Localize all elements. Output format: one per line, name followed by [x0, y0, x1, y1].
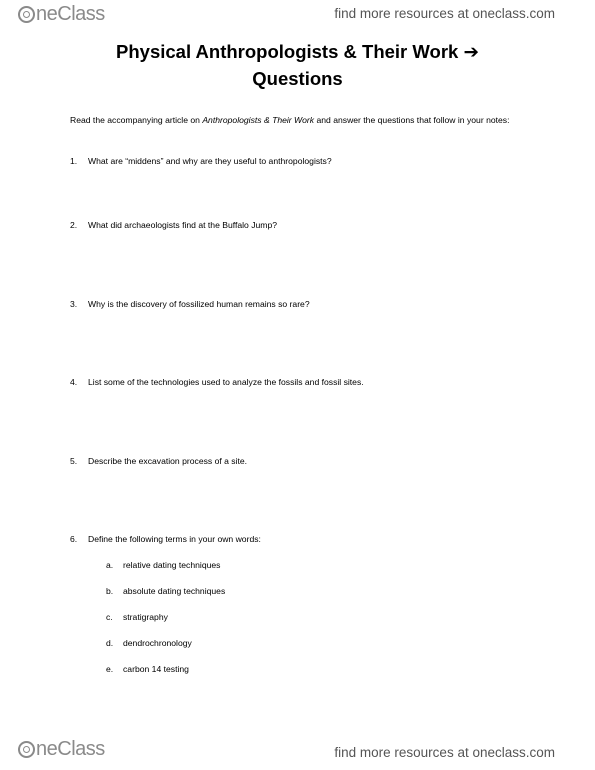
footer-logo[interactable]	[18, 739, 105, 759]
question-text: List some of the technologies used to analyze the fossils and fossil sites.	[88, 377, 364, 387]
question-text: Describe the excavation process of a site.	[88, 456, 248, 466]
term-d	[106, 637, 192, 649]
title-line-2: Questions	[252, 68, 343, 89]
term-text: carbon 14 testing	[123, 664, 189, 674]
question-text: What did archaeologists find at the Buffalo Jump?	[88, 220, 278, 230]
question-number: 4.	[70, 377, 78, 387]
header-logo[interactable]	[18, 4, 105, 24]
question-text: Define the following terms in your own words:	[88, 534, 261, 544]
question-5	[70, 455, 247, 467]
question-number: 3.	[70, 299, 78, 309]
instructions-after: and answer the questions that follow in your notes:	[314, 115, 510, 125]
question-number: 2.	[70, 220, 78, 230]
oneclass-logo-icon	[18, 6, 35, 23]
term-letter: d.	[106, 638, 114, 648]
question-text: What are “middens” and why are they useful to anthropologists?	[88, 156, 332, 166]
page-title	[0, 38, 595, 92]
term-text: dendrochronology	[123, 638, 192, 648]
title-line-1: Physical Anthropologists & Their Work	[116, 41, 459, 62]
term-a	[106, 559, 220, 571]
instructions-before: Read the accompanying article on	[70, 115, 203, 125]
question-6	[70, 533, 261, 545]
question-text: Why is the discovery of fossilized human remains so rare?	[88, 299, 310, 309]
term-e	[106, 663, 189, 675]
article-title: Anthropologists & Their Work	[202, 115, 315, 125]
term-letter: b.	[106, 586, 114, 596]
header-brand-text: neClass	[36, 3, 105, 25]
term-letter: a.	[106, 560, 114, 570]
question-number: 1.	[70, 156, 78, 166]
question-number: 6.	[70, 534, 78, 544]
question-4	[70, 376, 364, 388]
question-1	[70, 155, 332, 167]
right-arrow-icon: ➔	[463, 41, 479, 62]
term-letter: e.	[106, 664, 114, 674]
question-3	[70, 298, 310, 310]
question-number: 5.	[70, 456, 78, 466]
term-text: relative dating techniques	[123, 560, 221, 570]
footer-brand-text: neClass	[36, 738, 105, 760]
term-text: absolute dating techniques	[123, 586, 226, 596]
question-2	[70, 219, 277, 231]
term-c	[106, 611, 168, 623]
header-tagline[interactable]: find more resources at oneclass.com	[334, 6, 555, 21]
instructions	[70, 114, 540, 127]
footer-tagline[interactable]: find more resources at oneclass.com	[334, 745, 555, 760]
oneclass-logo-icon	[18, 741, 35, 758]
term-text: stratigraphy	[123, 612, 168, 622]
term-letter: c.	[106, 612, 113, 622]
term-b	[106, 585, 225, 597]
